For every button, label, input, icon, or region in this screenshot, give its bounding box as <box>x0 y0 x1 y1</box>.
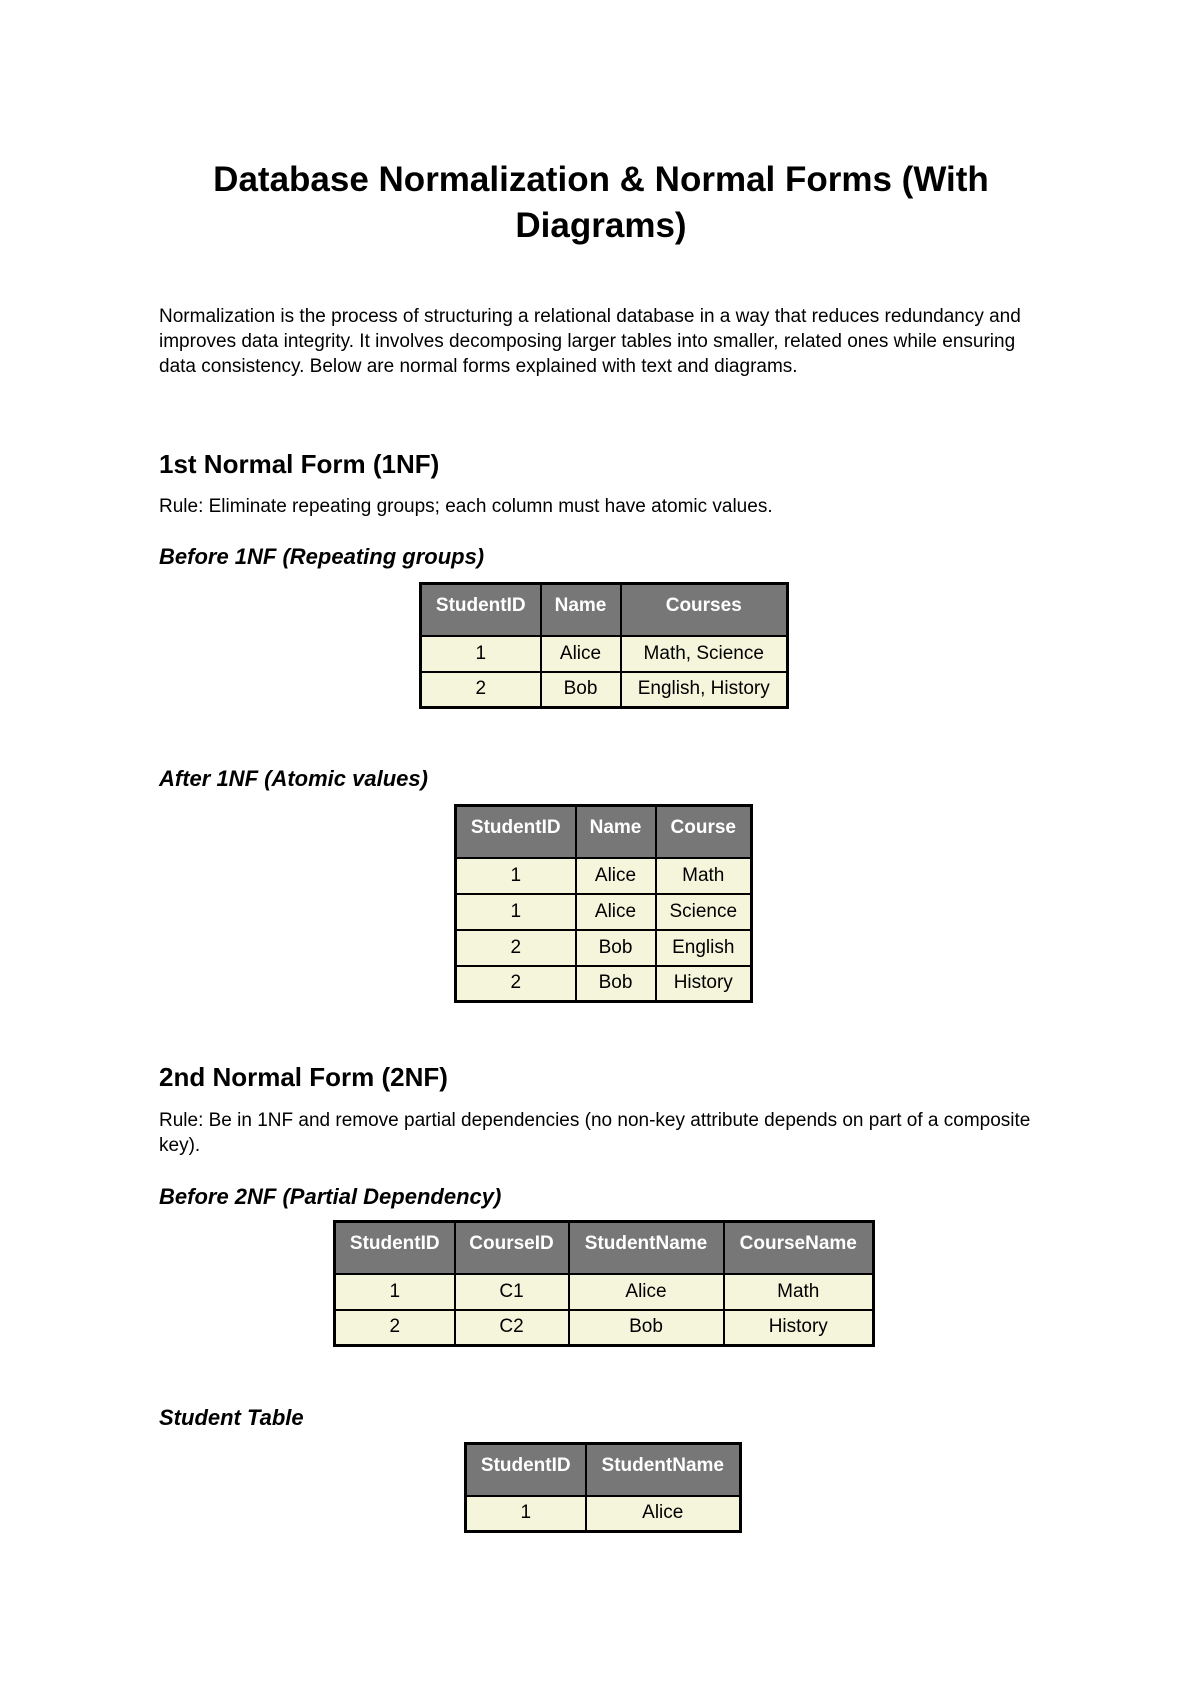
caption-student-table: Student Table <box>159 1405 304 1430</box>
table-row <box>335 1274 874 1310</box>
table-cell: Alice <box>541 636 621 672</box>
table-cell: 2 <box>421 672 541 708</box>
rule-1nf: Rule: Eliminate repeating groups; each column must have atomic values. <box>159 496 773 517</box>
section-heading-2nf: 2nd Normal Form (2NF) <box>159 1062 448 1092</box>
table-cell: Alice <box>586 1496 741 1532</box>
table-header-row <box>421 584 788 636</box>
column-header: Courses <box>621 584 788 636</box>
table-after-1nf <box>454 804 753 1003</box>
column-header: StudentName <box>586 1444 741 1496</box>
table-before-2nf <box>333 1220 875 1347</box>
column-header: Course <box>656 806 752 858</box>
rule-2nf: Rule: Be in 1NF and remove partial dependencies (no non-key attribute depends on part of a composite key). <box>159 1110 1031 1156</box>
table-cell: Math, Science <box>621 636 788 672</box>
column-header: CourseName <box>724 1222 874 1274</box>
table-cell: 2 <box>335 1310 455 1346</box>
table-cell: 1 <box>456 858 576 894</box>
table-cell: 2 <box>456 930 576 966</box>
intro-paragraph: Normalization is the process of structuring a relational database in a way that reduces redundancy and improves data integrity. It involves decomposing larger tables into smaller, related ones while ensuring data consistency. Below are normal forms explained with text and diagrams. <box>159 306 1021 377</box>
table-row <box>456 858 752 894</box>
table-cell: English, History <box>621 672 788 708</box>
table-row <box>456 894 752 930</box>
table-cell: Alice <box>569 1274 724 1310</box>
table-row <box>421 636 788 672</box>
column-header: StudentID <box>335 1222 455 1274</box>
table-cell: Science <box>656 894 752 930</box>
column-header: CourseID <box>455 1222 569 1274</box>
table-row <box>335 1310 874 1346</box>
table-row <box>456 930 752 966</box>
table-cell: English <box>656 930 752 966</box>
table-cell: 2 <box>456 966 576 1002</box>
table-before-1nf <box>419 582 789 709</box>
column-header: StudentName <box>569 1222 724 1274</box>
table-cell: Math <box>656 858 752 894</box>
table-row <box>466 1496 741 1532</box>
table-cell: Bob <box>576 966 656 1002</box>
column-header: StudentID <box>421 584 541 636</box>
caption-before-1nf: Before 1NF (Repeating groups) <box>159 544 485 569</box>
table-header-row <box>335 1222 874 1274</box>
column-header: Name <box>541 584 621 636</box>
table-cell: History <box>656 966 752 1002</box>
table-student <box>464 1442 742 1533</box>
table-row <box>421 672 788 708</box>
table-cell: History <box>724 1310 874 1346</box>
table-cell: Alice <box>576 894 656 930</box>
table-cell: Bob <box>576 930 656 966</box>
table-cell: Bob <box>569 1310 724 1346</box>
table-cell: C2 <box>455 1310 569 1346</box>
table-header-row <box>466 1444 741 1496</box>
caption-after-1nf: After 1NF (Atomic values) <box>159 766 428 791</box>
table-cell: Math <box>724 1274 874 1310</box>
table-cell: 1 <box>466 1496 586 1532</box>
caption-before-2nf: Before 2NF (Partial Dependency) <box>159 1184 502 1209</box>
column-header: StudentID <box>466 1444 586 1496</box>
page-title: Database Normalization & Normal Forms (With Diagrams) <box>213 160 989 245</box>
table-cell: 1 <box>335 1274 455 1310</box>
column-header: StudentID <box>456 806 576 858</box>
table-cell: C1 <box>455 1274 569 1310</box>
table-header-row <box>456 806 752 858</box>
table-row <box>456 966 752 1002</box>
table-cell: 1 <box>456 894 576 930</box>
table-cell: Alice <box>576 858 656 894</box>
table-cell: 1 <box>421 636 541 672</box>
table-cell: Bob <box>541 672 621 708</box>
column-header: Name <box>576 806 656 858</box>
section-heading-1nf: 1st Normal Form (1NF) <box>159 449 440 479</box>
